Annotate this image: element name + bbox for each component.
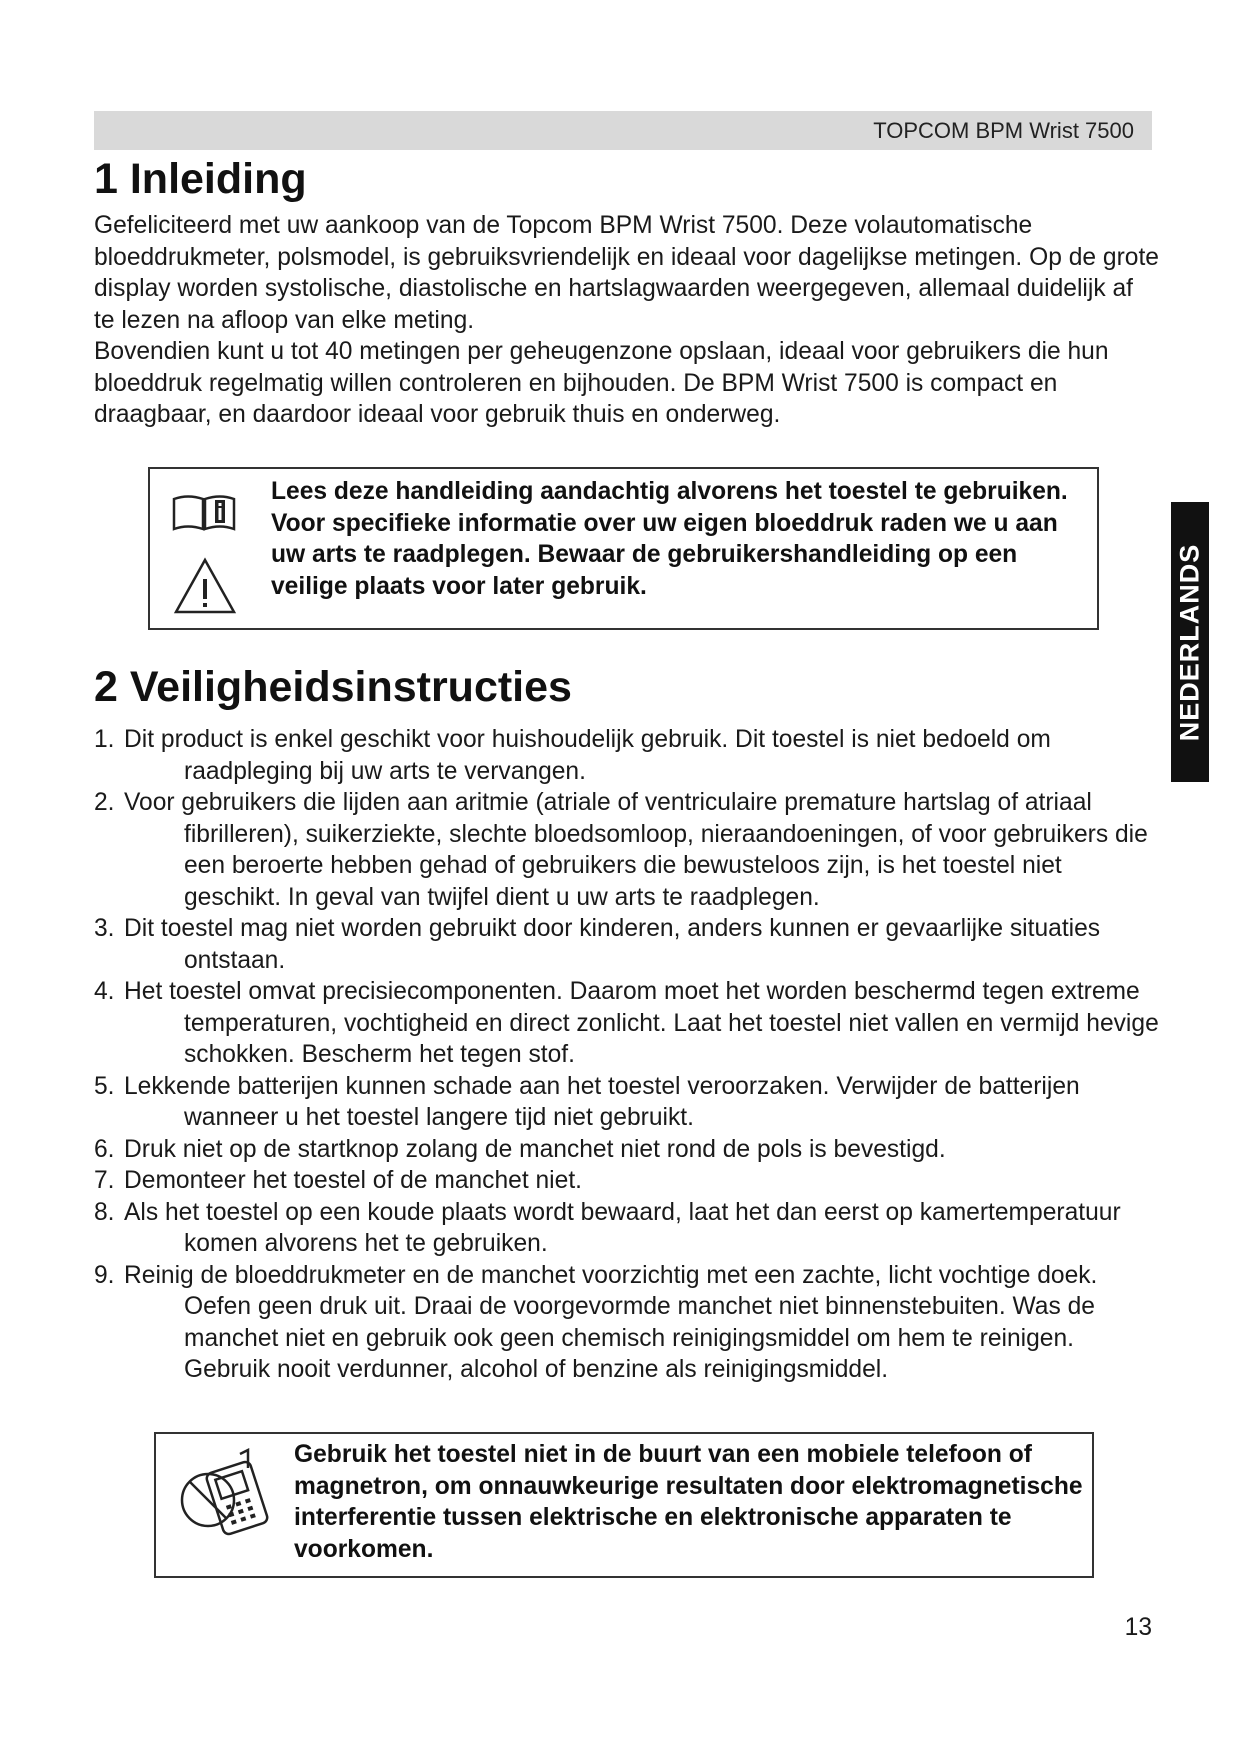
mobile-phone-notice	[154, 1432, 1094, 1578]
list-item	[94, 1134, 1164, 1166]
list-item	[94, 787, 1164, 913]
page-number: 13	[1124, 1614, 1152, 1641]
item-text: Lekkende batterijen kunnen schade aan het toestel veroorzaken. Verwijder de batterijen wanneer u het toestel langere tijd niet gebruikt.	[124, 1072, 1080, 1131]
section-title-safety: 2 Veiligheidsinstructies	[94, 663, 572, 711]
item-text: Reinig de bloeddrukmeter en de manchet voorzichtig met een zachte, licht vochtige doek. Oefen geen druk uit. Draai de voorgevormde manchet niet binnenstebuiten. Was de manchet niet en gebruik ook geen chemisch reinigingsmiddel om hem te reinigen. Gebruik nooit verdunner, alcohol of benzine als reinigingsmiddel.	[124, 1261, 1098, 1383]
item-text: Dit product is enkel geschikt voor huishoudelijk gebruik. Dit toestel is niet bedoeld om raadpleging bij uw arts te vervangen.	[124, 726, 1051, 785]
intro-paragraph: Bovendien kunt u tot 40 metingen per geheugenzone opslaan, ideaal voor gebruikers die hun bloeddruk regelmatig willen controleren en bijhouden. De BPM Wrist 7500 is compact en draagbaar, en daardoor ideaal voor gebruik thuis en onderweg.	[94, 338, 1109, 428]
list-item	[94, 1165, 1164, 1197]
safety-instructions-list	[94, 724, 1164, 1386]
list-item	[94, 976, 1164, 1071]
notice-text: Gebruik het toestel niet in de buurt van een mobiele telefoon of magnetron, om onnauwkeurige resultaten door elektromagnetische interferentie tussen elektrische en elektronische apparaten te voorkomen.	[294, 1441, 1083, 1563]
list-item	[94, 724, 1164, 787]
item-number: 1.	[94, 726, 115, 753]
read-manual-notice	[148, 467, 1099, 630]
language-tab-label: NEDERLANDS	[1174, 543, 1205, 741]
section-title-introduction: 1 Inleiding	[94, 155, 307, 203]
intro-paragraph: Gefeliciteerd met uw aankoop van de Topcom BPM Wrist 7500. Deze volautomatische bloeddrukmeter, polsmodel, is gebruiksvriendelijk en ideaal voor dagelijkse metingen. Op de grote display worden systolische, diastolische en hartslagwaarden weergegeven, allemaal duidelijk af te lezen na afloop van elke meting.	[94, 212, 1159, 334]
item-text: Voor gebruikers die lijden aan aritmie (atriale of ventriculaire premature hartslag of atriaal fibrilleren), suikerziekte, slechte bloedsomloop, nieraandoeningen, of voor gebruikers die een beroerte hebben gehad of gebruikers die bewusteloos zijn, is het toestel niet geschikt. In geval van twijfel dient u uw arts te raadplegen.	[124, 789, 1148, 911]
item-number: 2.	[94, 789, 115, 816]
warning-triangle-icon	[173, 557, 237, 615]
item-text: Het toestel omvat precisiecomponenten. Daarom moet het worden beschermd tegen extreme temperaturen, vochtigheid en direct zonlicht. Laat het toestel niet vallen en vermijd hevige schokken. Bescherm het tegen stof.	[124, 978, 1159, 1068]
item-number: 3.	[94, 915, 115, 942]
item-text: Als het toestel op een koude plaats wordt bewaard, laat het dan eerst op kamertemperatuur komen alvorens het te gebruiken.	[124, 1198, 1121, 1257]
item-number: 7.	[94, 1167, 115, 1194]
header-bar	[94, 111, 1152, 150]
item-number: 8.	[94, 1198, 115, 1226]
item-number: 5.	[94, 1072, 115, 1100]
list-item	[94, 913, 1164, 976]
item-number: 4.	[94, 978, 115, 1005]
item-number: 9.	[94, 1261, 115, 1289]
language-tab	[1171, 502, 1209, 782]
no-mobile-phone-icon	[174, 1448, 274, 1544]
header-product-name: TOPCOM BPM Wrist 7500	[873, 117, 1134, 143]
item-text: Dit toestel mag niet worden gebruikt door kinderen, anders kunnen er gevaarlijke situaties ontstaan.	[124, 915, 1101, 974]
item-number: 6.	[94, 1135, 115, 1163]
list-item	[94, 1197, 1164, 1260]
list-item	[94, 1071, 1164, 1134]
item-text: Druk niet op de startknop zolang de manchet niet rond de pols is bevestigd.	[124, 1135, 946, 1163]
item-text: Demonteer het toestel of de manchet niet.	[124, 1167, 582, 1194]
notice-text: Lees deze handleiding aandachtig alvorens het toestel te gebruiken. Voor specifieke informatie over uw eigen bloeddruk raden we u aan uw arts te raadplegen. Bewaar de gebruikershandleiding op een veilige plaats voor later gebruik.	[271, 478, 1068, 600]
read-manual-icon	[171, 491, 237, 531]
list-item	[94, 1260, 1164, 1386]
